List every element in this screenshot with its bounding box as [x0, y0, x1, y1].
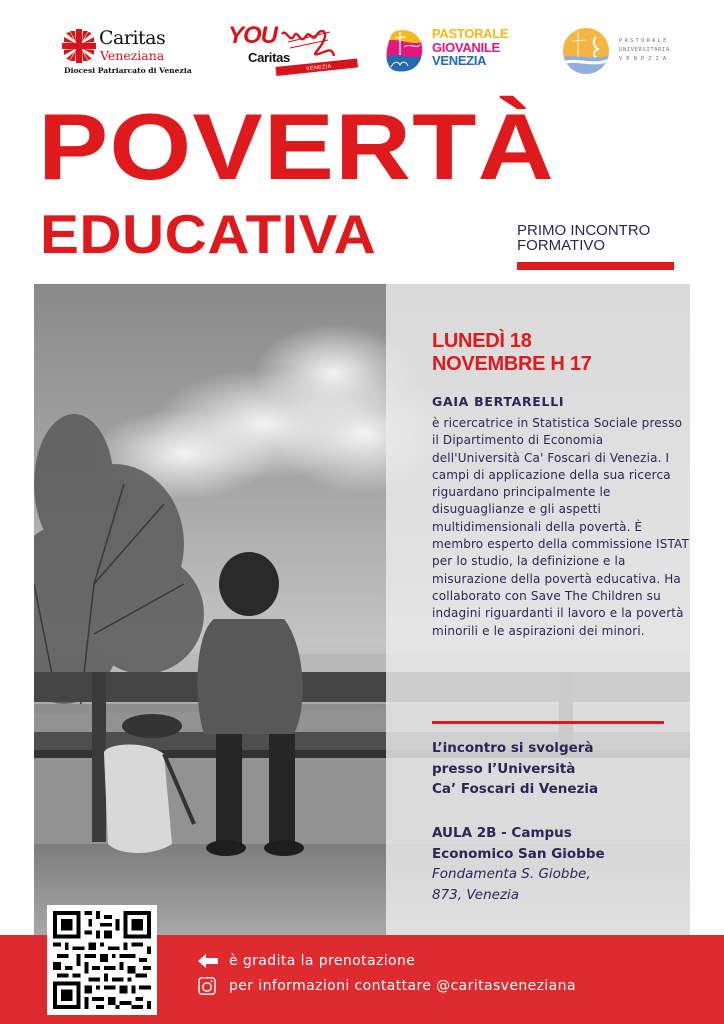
pg-line1: PASTORALE — [432, 26, 509, 41]
event-type-line2: FORMATIVO — [517, 237, 606, 254]
caritas-veneziana-logo — [62, 27, 192, 79]
caritas-logo-diocesi: Diocesi Patriarcato di Venezia — [64, 66, 192, 75]
booking-text: è gradita la prenotazione — [229, 953, 416, 969]
pastorale-universitaria-logo — [562, 27, 692, 77]
pastorale-giovanile-text — [432, 27, 508, 68]
event-type-line1: PRIMO INCONTRO — [517, 222, 651, 239]
pg-line2: GIOVANILE — [432, 39, 500, 55]
caritas-logo-sub: Veneziana — [100, 48, 165, 63]
caritas-logo-name: Caritas — [99, 27, 166, 49]
event-room — [432, 823, 692, 864]
young-logo-word: YOU — [228, 22, 278, 49]
speaker-bio: è ricercatrice in Statistica Sociale presso il Dipartimento di Economia dell'Università Ca' Foscari di Venezia. I campi di applicazione della sua ricerca riguardano principalmente le disuguaglianze e gli aspetti multidimensionali della povertà. È membro esperto della commissione ISTAT per lo studio, la definizione e la misurazione della povertà educativa. Ha collaborato con Save The Children su indagini riguardanti il lavoro e la povertà minorili e le aspirazioni dei minori. — [432, 416, 689, 638]
venue-line2: presso l’Università — [432, 760, 576, 777]
address-line2: 873, Venezia — [432, 886, 520, 903]
pu-line1: PASTORALE — [619, 38, 669, 44]
young-logo-city: VENEZIA — [305, 63, 332, 73]
section-divider — [432, 721, 664, 724]
poster-title: POVERTÀ — [38, 94, 555, 199]
pu-line2: UNIVERSITARIA — [619, 47, 670, 53]
booking-qr-code[interactable] — [47, 905, 157, 1015]
venue-line1: L’incontro si svolgerà — [432, 740, 594, 756]
caritas-cross-icon — [62, 29, 96, 63]
venue-line3: Ca’ Foscari di Venezia — [432, 781, 599, 797]
qr-code-icon — [53, 911, 151, 1009]
event-address — [432, 864, 692, 905]
logo-bar — [0, 0, 724, 95]
event-venue — [432, 738, 692, 800]
pastorale-giovanile-emblem-icon — [386, 29, 424, 73]
pastorale-giovanile-logo — [386, 27, 511, 75]
pg-line3: VENEZIA — [432, 53, 487, 68]
contact-text[interactable]: per informazioni contattare @caritasveneziana — [229, 978, 576, 994]
event-date-line1: LUNEDÌ 18 — [432, 330, 532, 352]
event-details — [432, 330, 692, 640]
pu-line3: VENEZIA — [619, 56, 671, 62]
pastorale-universitaria-emblem-icon — [562, 27, 610, 75]
arrow-left-icon — [197, 952, 219, 970]
event-date-line2: NOVEMBRE H 17 — [432, 353, 592, 375]
event-date — [432, 330, 692, 376]
booking-note — [197, 952, 415, 970]
pastorale-universitaria-text — [619, 37, 670, 64]
instagram-icon — [197, 977, 219, 995]
event-type-tag — [517, 223, 650, 253]
speaker-name: GAIA BERTARELLI — [432, 394, 565, 409]
room-line2: Economico San Giobbe — [432, 845, 605, 862]
tag-underline-bar — [517, 262, 674, 270]
contact-note[interactable] — [197, 977, 576, 995]
poster-subtitle: EDUCATIVA — [40, 203, 377, 265]
address-line1: Fondamenta S. Giobbe, — [432, 866, 591, 882]
young-logo-caritas: Caritas — [248, 50, 290, 65]
room-line1: AULA 2B - Campus — [432, 825, 572, 841]
young-caritas-logo — [228, 24, 338, 79]
